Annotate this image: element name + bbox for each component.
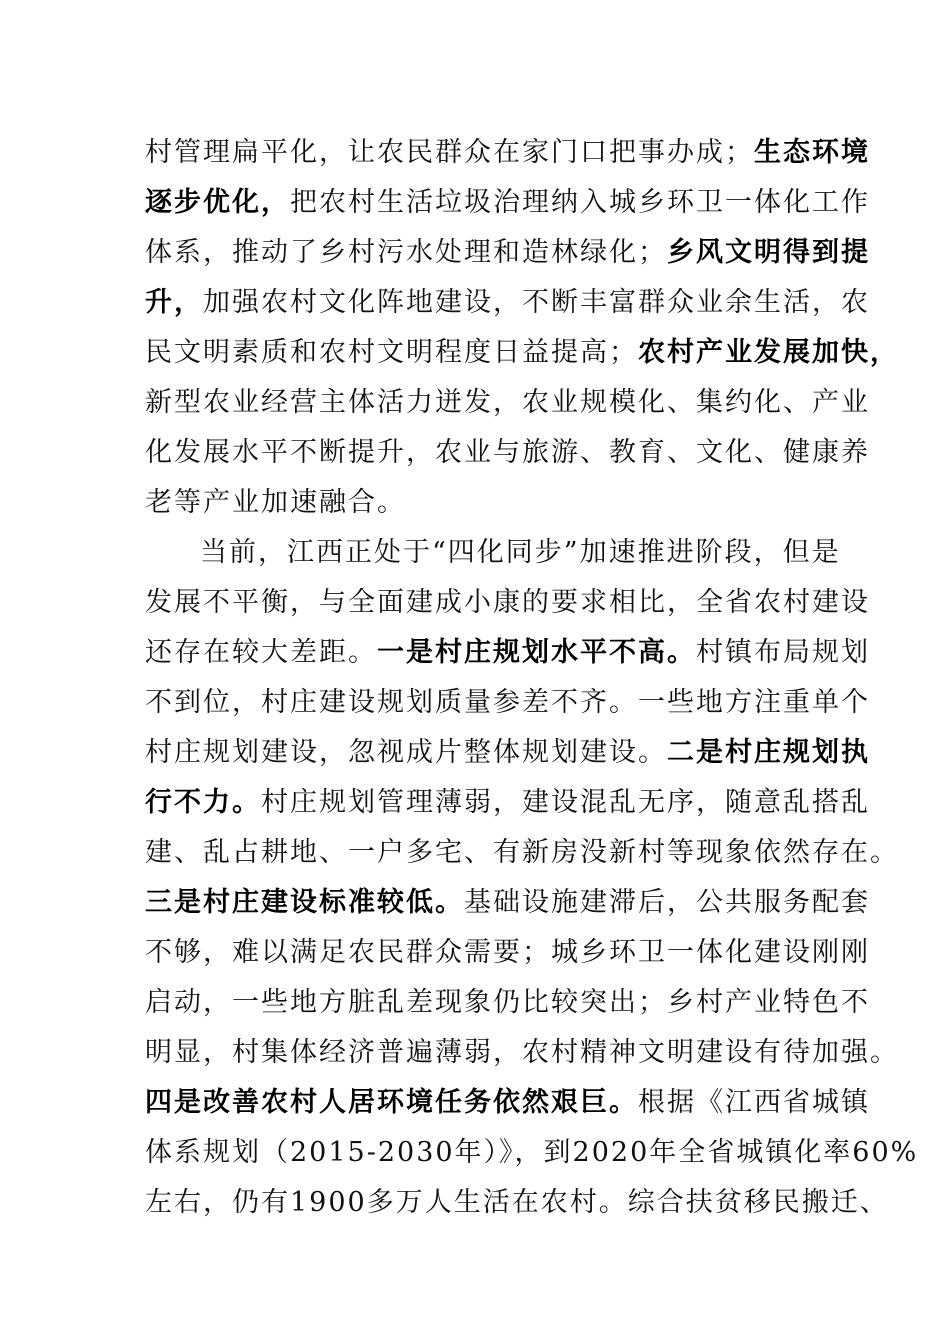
text-line [145, 733, 870, 773]
text-line [145, 883, 870, 923]
text-line [145, 1133, 919, 1173]
text-run: 明显，村集体经济普遍薄弱，农村精神文明建设有待加强。 [145, 1037, 899, 1068]
text-run: 新型农业经营主体活力迸发，农业规模化、集约化、产业 [145, 387, 870, 418]
text-line [145, 933, 870, 973]
bold-phrase: 生态环境 [754, 137, 870, 168]
text-run: 当前，江西正处于“四化同步”加速推进阶段，但是 [200, 537, 841, 568]
text-line [145, 183, 870, 223]
text-line [145, 433, 870, 473]
text-line [145, 633, 870, 673]
text-line [145, 333, 899, 373]
text-line [200, 533, 880, 573]
text-line [145, 283, 870, 323]
text-run: 还存在较大差距。 [145, 637, 377, 668]
bold-phrase: 一是村庄规划水平不高。 [377, 637, 696, 668]
text-line [145, 483, 825, 523]
text-run: 加强农村文化阵地建设，不断丰富群众业余生活，农 [203, 287, 870, 318]
text-line [145, 1083, 870, 1123]
text-line [145, 1033, 899, 1073]
bold-phrase: 二是村庄规划执 [667, 737, 870, 768]
text-line [145, 383, 870, 423]
text-line [145, 833, 899, 873]
text-run: 村庄规划管理薄弱，建设混乱无序，随意乱搭乱 [261, 787, 870, 818]
text-run: 发展不平衡，与全面建成小康的要求相比，全省农村建设 [145, 587, 870, 618]
text-line [145, 133, 870, 173]
text-run: 村管理扁平化，让农民群众在家门口把事办成； [145, 137, 754, 168]
text-run: 体系规划（2015-2030年）》，到2020年全省城镇化率60% [145, 1137, 919, 1168]
text-run: 民文明素质和农村文明程度日益提高； [145, 337, 638, 368]
text-run: 村庄规划建设，忽视成片整体规划建设。 [145, 737, 667, 768]
bold-phrase: 四是改善农村人居环境任务依然艰巨。 [145, 1087, 638, 1118]
text-run: 不够，难以满足农民群众需要；城乡环卫一体化建设刚刚 [145, 937, 870, 968]
text-run: 根据《江西省城镇 [638, 1087, 870, 1118]
bold-phrase: 升， [145, 287, 203, 318]
text-line [145, 683, 870, 723]
text-run: 建、乱占耕地、一户多宅、有新房没新村等现象依然存在。 [145, 837, 899, 868]
bold-phrase: 乡风文明得到提 [667, 237, 870, 268]
text-run: 老等产业加速融合。 [145, 487, 406, 518]
text-run: 基础设施建滞后，公共服务配套 [464, 887, 870, 918]
text-line [145, 783, 870, 823]
bold-phrase: 行不力。 [145, 787, 261, 818]
bold-phrase: 农村产业发展加快， [638, 337, 899, 368]
text-run: 把农村生活垃圾治理纳入城乡环卫一体化工作 [290, 187, 870, 218]
text-run: 体系，推动了乡村污水处理和造林绿化； [145, 237, 667, 268]
text-line [145, 983, 870, 1023]
text-run: 不到位，村庄建设规划质量参差不齐。一些地方注重单个 [145, 687, 870, 718]
text-line [145, 583, 870, 623]
text-line [145, 1183, 889, 1223]
bold-phrase: 逐步优化， [145, 187, 290, 218]
text-line [145, 233, 870, 273]
text-run: 左右，仍有1900多万人生活在农村。综合扶贫移民搬迁、 [145, 1187, 889, 1218]
text-run: 化发展水平不断提升，农业与旅游、教育、文化、健康养 [145, 437, 870, 468]
text-run: 村镇布局规划 [696, 637, 870, 668]
text-run: 启动，一些地方脏乱差现象仍比较突出；乡村产业特色不 [145, 987, 870, 1018]
bold-phrase: 三是村庄建设标准较低。 [145, 887, 464, 918]
